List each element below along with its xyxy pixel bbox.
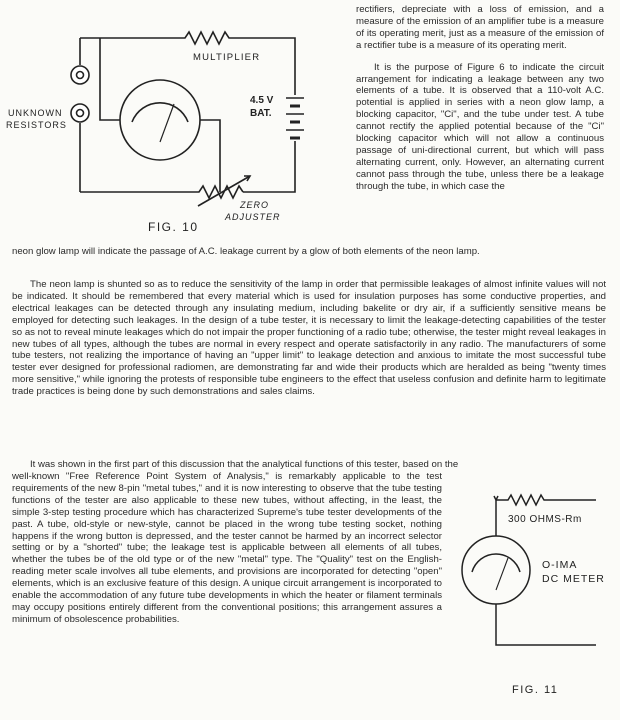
paragraph-neon-lamp: The neon lamp is shunted so as to reduce the sensitivity of the lamp in order that permissible leakages of almost infinite values will not be indicated. It should be remembered that every material which is used for insulation purposes has some conductive properties, and electrical leakages can be detected through any insulating medium, including bakelite or dry air, if a sufficiently sensitive means be employed for detecting such leakages. In the design of a tube tester, it is necessary to limit the leakage-detecting capabilities of the tester so as not to reveal minute leakages which do not impair the proper functioning of a radio tube; otherwise, the tester might reveal leakages in new tubes of all types, although the tubes are normal in every respect and operate satisfactorily in any radio. The manufacturers of some tube testers, not realizing the importance of having an "upper limit" to leakage detection and anxious to imitate the most successful tube tester ever designed for professional radiomen, are demonstrating far and wide their products which are heralded as being "twenty times more sensitive," while ignoring the protests of responsible tube engineers to the effect that useless confusion and definite harm to legitimate trade practices is being done by such demonstrations and sales claims. xyxy=(12,279,606,398)
fig10-unknown-text: UNKNOWN xyxy=(8,108,63,118)
fig10-resistors-text: RESISTORS xyxy=(6,120,67,130)
paragraph-continuation: neon glow lamp will indicate the passage of A.C. leakage current by a glow of both elements of the neon lamp. xyxy=(12,246,480,257)
paragraph-figure6: It is the purpose of Figure 6 to indicate the circuit arrangement for indicating a leakage between any two elements of a tube. It is observed that a 110-volt A.C. potential is applied in series with a neon glow lamp, a blocking capacitor, "Ci", and the tube under test. A tube cannot rectify the applied potential because of the "Ci" blocking capacitor which will not allow a continuous passage of uni-directional current, but which will pass alternating current, only. However, an alternating current cannot pass through the tube, unless there be a leakage through the tube, in which case the xyxy=(356,61,604,192)
fig10-adjuster-label: ADJUSTER xyxy=(225,212,281,222)
fig10-multiplier-label: MULTIPLIER xyxy=(193,52,261,63)
fig10-battery-label: BAT. xyxy=(250,108,272,119)
fig11-meter-label: O-IMA xyxy=(542,559,578,571)
fig11-resistor-label: 300 OHMS-Rm xyxy=(508,514,582,525)
figure-11-schematic xyxy=(446,480,616,680)
fig10-zero-label: ZERO xyxy=(240,200,270,210)
paragraph-metal-tubes: well-known "Free Reference Point System of Analysis," is remarkably applicable to the test requirements of the new 8-pin "metal tubes," and it is now interesting to observe that the tube testing functions of the tester are also applicable to these new tubes, without affecting, in the least, the simple 3-step testing procedure which has characterized Supreme's tube tester developments of the past. A tube, old-style or new-style, cannot be placed in the wrong tube testing socket, nothing happens if the wrong button is depressed, and the tester cannot be harmed by an incorrect selector setting or by a "shorted" tube; the leakage test is applicable between all elements of all tubes, whether the tubes be of the old type or of the new "metal" type. The "Quality" test on the English-reading meter scale involves all tube elements, and provisions are incorporated for detecting "open" elements, which is an exclusive feature of this design. A unique circuit arrangement is incorporated to enable the accommodation of any future tube developments in which the heater or filament terminals may occupy positions entirely different from the conventional positions; this arrangement assures a minimum of obsolescence probabilities. xyxy=(12,471,442,625)
fig10-caption: FIG. 10 xyxy=(148,220,199,234)
paragraph-rectifiers: rectifiers, depreciate with a loss of emission, and a measure of the emission of an amplifier tube is a measure of its operating merit, just as a measure of the emission of a rectifier tube is a measure of its operating merit. xyxy=(356,4,604,51)
fig10-battery-volts: 4.5 V xyxy=(250,95,274,106)
paragraph-bottom-first-line: It was shown in the first part of this discussion that the analytical functions of this tester, based on the xyxy=(30,459,459,470)
fig11-dcmeter-label: DC METER xyxy=(542,573,605,585)
figure-10-schematic xyxy=(50,20,340,250)
fig11-caption: FIG. 11 xyxy=(512,684,559,696)
top-right-column xyxy=(356,4,604,193)
